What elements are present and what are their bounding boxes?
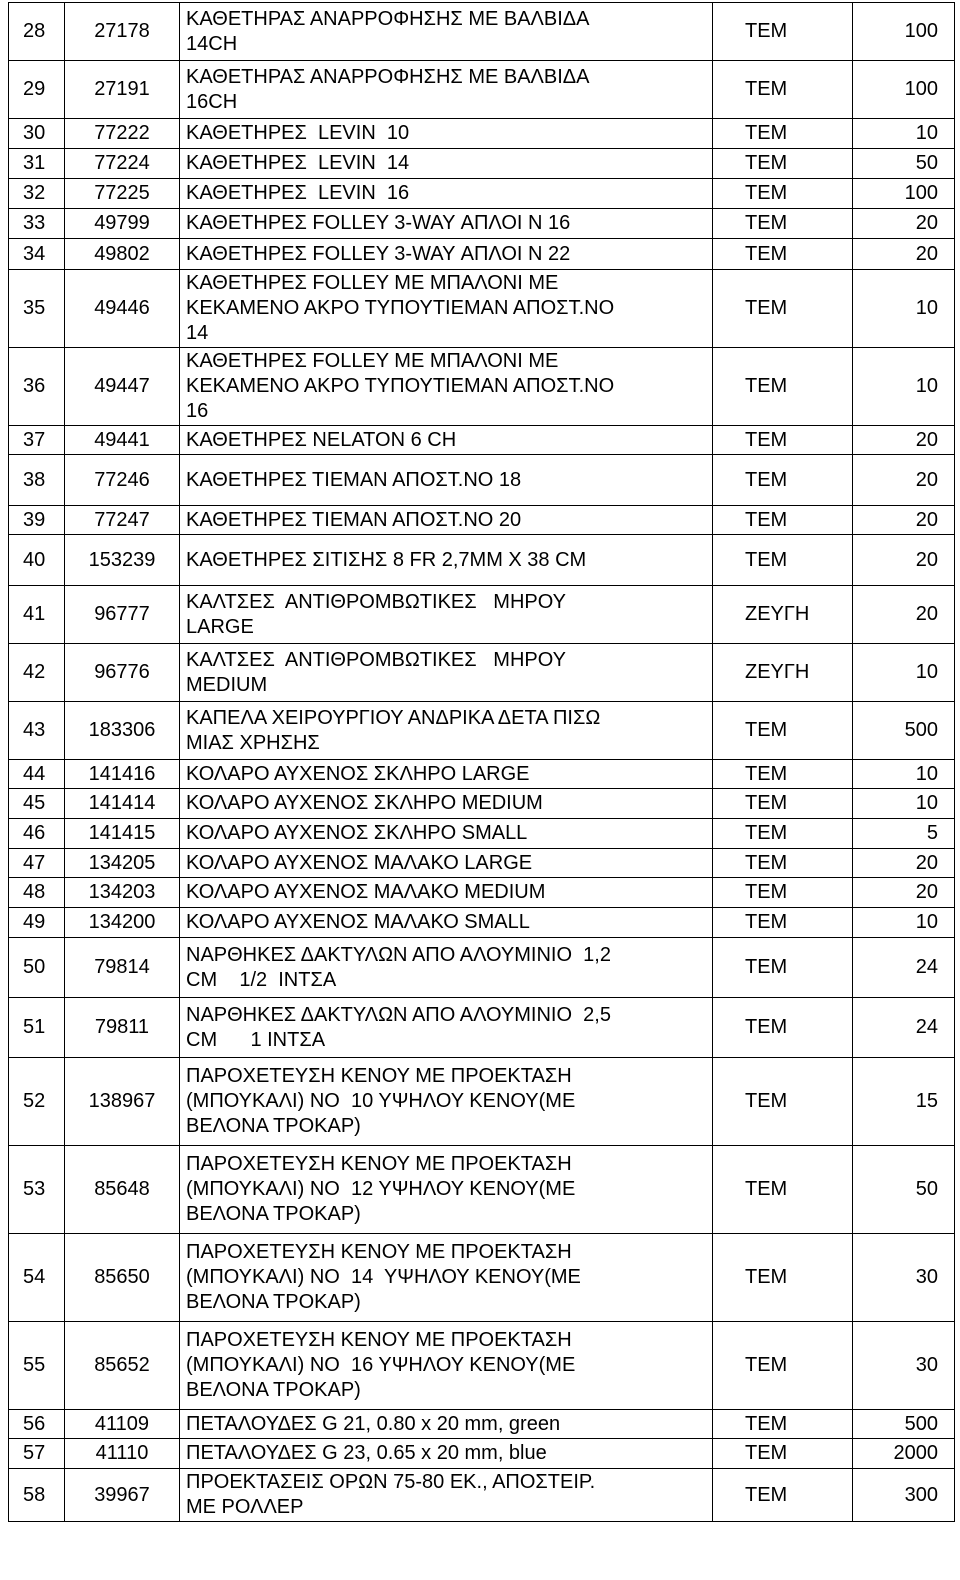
item-description: ΠΕΤΑΛΟΥΔΕΣ G 21, 0.80 x 20 mm, green bbox=[180, 1410, 713, 1439]
item-number: 40 bbox=[9, 535, 65, 586]
item-number: 53 bbox=[9, 1146, 65, 1234]
table-row bbox=[9, 998, 955, 1058]
item-code: 41109 bbox=[65, 1410, 180, 1439]
item-quantity: 20 bbox=[853, 209, 955, 239]
item-description: ΚΟΛΑΡΟ ΑΥΧΕΝΟΣ ΜΑΛΑΚΟ MEDIUM bbox=[180, 878, 713, 908]
item-unit: ΤΕΜ bbox=[713, 348, 853, 426]
item-code: 134203 bbox=[65, 878, 180, 908]
items-table-body bbox=[9, 3, 955, 1522]
table-row bbox=[9, 270, 955, 348]
item-number: 57 bbox=[9, 1439, 65, 1469]
item-code: 77247 bbox=[65, 506, 180, 535]
item-quantity: 10 bbox=[853, 644, 955, 702]
item-unit: ΤΕΜ bbox=[713, 878, 853, 908]
item-description: ΠΕΤΑΛΟΥΔΕΣ G 23, 0.65 x 20 mm, blue bbox=[180, 1439, 713, 1469]
table-row bbox=[9, 1322, 955, 1410]
item-code: 153239 bbox=[65, 535, 180, 586]
table-row bbox=[9, 3, 955, 61]
item-unit: ΖΕΥΓΗ bbox=[713, 644, 853, 702]
item-quantity: 20 bbox=[853, 878, 955, 908]
item-description: ΚΑΘΕΤΗΡΕΣ LEVIN 16 bbox=[180, 179, 713, 209]
item-unit: ΤΕΜ bbox=[713, 426, 853, 455]
table-row bbox=[9, 760, 955, 789]
item-description: ΚΟΛΑΡΟ ΑΥΧΕΝΟΣ ΣΚΛΗΡΟ MEDIUM bbox=[180, 789, 713, 819]
item-description: ΚΑΘΕΤΗΡΕΣ FOLLEY 3-WAY ΑΠΛΟΙ Ν 16 bbox=[180, 209, 713, 239]
table-row bbox=[9, 1439, 955, 1469]
item-unit: ΤΕΜ bbox=[713, 1234, 853, 1322]
item-code: 141415 bbox=[65, 819, 180, 849]
item-description: ΠΑΡΟΧΕΤΕΥΣΗ ΚΕΝΟΥ ΜΕ ΠΡΟΕΚΤΑΣΗ (ΜΠΟΥΚΑΛΙ) ΝΟ 12 ΥΨΗΛΟΥ ΚΕΝΟΥ(ΜΕ ΒΕΛΟΝΑ ΤΡΟΚΑΡ) bbox=[180, 1146, 713, 1234]
item-number: 31 bbox=[9, 149, 65, 179]
item-quantity: 15 bbox=[853, 1058, 955, 1146]
item-code: 49441 bbox=[65, 426, 180, 455]
item-number: 56 bbox=[9, 1410, 65, 1439]
item-unit: ΤΕΜ bbox=[713, 760, 853, 789]
item-quantity: 20 bbox=[853, 506, 955, 535]
item-unit: ΤΕΜ bbox=[713, 455, 853, 506]
table-row bbox=[9, 179, 955, 209]
table-row bbox=[9, 1146, 955, 1234]
item-code: 134205 bbox=[65, 849, 180, 878]
item-quantity: 300 bbox=[853, 1469, 955, 1522]
item-number: 58 bbox=[9, 1469, 65, 1522]
table-row bbox=[9, 1410, 955, 1439]
table-row bbox=[9, 1234, 955, 1322]
item-number: 47 bbox=[9, 849, 65, 878]
item-unit: ΤΕΜ bbox=[713, 1322, 853, 1410]
item-code: 85650 bbox=[65, 1234, 180, 1322]
item-code: 39967 bbox=[65, 1469, 180, 1522]
item-number: 35 bbox=[9, 270, 65, 348]
item-number: 37 bbox=[9, 426, 65, 455]
table-row bbox=[9, 644, 955, 702]
item-number: 51 bbox=[9, 998, 65, 1058]
item-unit: ΤΕΜ bbox=[713, 789, 853, 819]
table-row bbox=[9, 878, 955, 908]
table-row bbox=[9, 149, 955, 179]
item-unit: ΤΕΜ bbox=[713, 1469, 853, 1522]
item-code: 79811 bbox=[65, 998, 180, 1058]
item-description: ΚΑΘΕΤΗΡΕΣ FOLLEY 3-WAY ΑΠΛΟΙ Ν 22 bbox=[180, 239, 713, 270]
item-description: ΚΑΛΤΣΕΣ ΑΝΤΙΘΡΟΜΒΩΤΙΚΕΣ ΜΗΡΟΥ LARGE bbox=[180, 586, 713, 644]
table-row bbox=[9, 426, 955, 455]
item-code: 77225 bbox=[65, 179, 180, 209]
table-row bbox=[9, 789, 955, 819]
item-number: 48 bbox=[9, 878, 65, 908]
table-row bbox=[9, 702, 955, 760]
item-code: 77224 bbox=[65, 149, 180, 179]
item-quantity: 50 bbox=[853, 1146, 955, 1234]
item-unit: ΤΕΜ bbox=[713, 998, 853, 1058]
item-number: 50 bbox=[9, 938, 65, 998]
item-code: 49799 bbox=[65, 209, 180, 239]
item-code: 134200 bbox=[65, 908, 180, 938]
item-number: 30 bbox=[9, 119, 65, 149]
item-unit: ΤΕΜ bbox=[713, 849, 853, 878]
item-quantity: 10 bbox=[853, 760, 955, 789]
item-code: 49446 bbox=[65, 270, 180, 348]
item-number: 42 bbox=[9, 644, 65, 702]
item-unit: ΤΕΜ bbox=[713, 149, 853, 179]
item-code: 49447 bbox=[65, 348, 180, 426]
item-quantity: 100 bbox=[853, 179, 955, 209]
item-unit: ΤΕΜ bbox=[713, 239, 853, 270]
table-row bbox=[9, 455, 955, 506]
item-code: 79814 bbox=[65, 938, 180, 998]
item-number: 46 bbox=[9, 819, 65, 849]
item-quantity: 20 bbox=[853, 586, 955, 644]
item-description: ΚΑΛΤΣΕΣ ΑΝΤΙΘΡΟΜΒΩΤΙΚΕΣ ΜΗΡΟΥ MEDIUM bbox=[180, 644, 713, 702]
item-code: 96777 bbox=[65, 586, 180, 644]
items-table bbox=[8, 2, 955, 1522]
item-description: ΚΑΘΕΤΗΡΕΣ ΣΙΤΙΣΗΣ 8 FR 2,7ΜΜ Χ 38 CM bbox=[180, 535, 713, 586]
item-quantity: 10 bbox=[853, 348, 955, 426]
item-code: 85648 bbox=[65, 1146, 180, 1234]
item-code: 41110 bbox=[65, 1439, 180, 1469]
item-quantity: 30 bbox=[853, 1322, 955, 1410]
item-description: ΚΑΘΕΤΗΡΕΣ FOLLEY ΜΕ ΜΠΑΛΟΝΙ ΜΕ ΚΕΚΑΜΕΝΟ ΑΚΡΟ ΤΥΠΟΥΤΙΕΜΑΝ ΑΠΟΣΤ.ΝΟ 14 bbox=[180, 270, 713, 348]
table-row bbox=[9, 1469, 955, 1522]
item-code: 27191 bbox=[65, 61, 180, 119]
item-unit: ΤΕΜ bbox=[713, 702, 853, 760]
item-quantity: 20 bbox=[853, 535, 955, 586]
item-unit: ΤΕΜ bbox=[713, 506, 853, 535]
item-number: 45 bbox=[9, 789, 65, 819]
item-number: 49 bbox=[9, 908, 65, 938]
item-number: 36 bbox=[9, 348, 65, 426]
item-code: 141414 bbox=[65, 789, 180, 819]
item-unit: ΤΕΜ bbox=[713, 1058, 853, 1146]
item-number: 38 bbox=[9, 455, 65, 506]
item-unit: ΤΕΜ bbox=[713, 535, 853, 586]
item-code: 77222 bbox=[65, 119, 180, 149]
item-number: 43 bbox=[9, 702, 65, 760]
item-description: ΠΡΟΕΚΤΑΣΕΙΣ ΟΡΩΝ 75-80 ΕΚ., ΑΠΟΣΤΕΙΡ. ΜΕ ΡΟΛΛΕΡ bbox=[180, 1469, 713, 1522]
item-quantity: 20 bbox=[853, 426, 955, 455]
table-row bbox=[9, 61, 955, 119]
item-quantity: 5 bbox=[853, 819, 955, 849]
item-description: ΚΑΘΕΤΗΡΕΣ NELATON 6 CH bbox=[180, 426, 713, 455]
item-quantity: 100 bbox=[853, 61, 955, 119]
table-row bbox=[9, 1058, 955, 1146]
item-description: ΚΟΛΑΡΟ ΑΥΧΕΝΟΣ ΜΑΛΑΚΟ SMALL bbox=[180, 908, 713, 938]
item-unit: ΤΕΜ bbox=[713, 61, 853, 119]
table-row bbox=[9, 849, 955, 878]
item-unit: ΤΕΜ bbox=[713, 1146, 853, 1234]
item-quantity: 24 bbox=[853, 998, 955, 1058]
item-quantity: 30 bbox=[853, 1234, 955, 1322]
item-description: ΚΑΘΕΤΗΡΕΣ LEVIN 10 bbox=[180, 119, 713, 149]
item-number: 44 bbox=[9, 760, 65, 789]
item-number: 54 bbox=[9, 1234, 65, 1322]
item-unit: ΤΕΜ bbox=[713, 819, 853, 849]
item-description: ΚΑΠΕΛΑ ΧΕΙΡΟΥΡΓΙΟΥ ΑΝΔΡΙΚΑ ΔΕΤΑ ΠΙΣΩ ΜΙΑΣ ΧΡΗΣΗΣ bbox=[180, 702, 713, 760]
item-code: 141416 bbox=[65, 760, 180, 789]
table-row bbox=[9, 938, 955, 998]
item-number: 52 bbox=[9, 1058, 65, 1146]
item-description: ΚΑΘΕΤΗΡΕΣ FOLLEY ΜΕ ΜΠΑΛΟΝΙ ΜΕ ΚΕΚΑΜΕΝΟ ΑΚΡΟ ΤΥΠΟΥΤΙΕΜΑΝ ΑΠΟΣΤ.ΝΟ 16 bbox=[180, 348, 713, 426]
item-unit: ΤΕΜ bbox=[713, 3, 853, 61]
item-quantity: 10 bbox=[853, 270, 955, 348]
item-description: ΚΑΘΕΤΗΡΕΣ LEVIN 14 bbox=[180, 149, 713, 179]
item-quantity: 10 bbox=[853, 908, 955, 938]
item-description: ΚΑΘΕΤΗΡΕΣ ΤΙΕΜΑΝ ΑΠΟΣΤ.ΝΟ 20 bbox=[180, 506, 713, 535]
item-unit: ΤΕΜ bbox=[713, 1410, 853, 1439]
item-description: ΝΑΡΘΗΚΕΣ ΔΑΚΤΥΛΩΝ ΑΠΟ ΑΛΟΥΜΙΝΙΟ 1,2 CM 1/2 ΙΝΤΣΑ bbox=[180, 938, 713, 998]
item-description: ΚΟΛΑΡΟ ΑΥΧΕΝΟΣ ΣΚΛΗΡΟ LARGE bbox=[180, 760, 713, 789]
item-description: ΠΑΡΟΧΕΤΕΥΣΗ ΚΕΝΟΥ ΜΕ ΠΡΟΕΚΤΑΣΗ (ΜΠΟΥΚΑΛΙ) ΝΟ 16 ΥΨΗΛΟΥ ΚΕΝΟΥ(ΜΕ ΒΕΛΟΝΑ ΤΡΟΚΑΡ) bbox=[180, 1322, 713, 1410]
item-number: 41 bbox=[9, 586, 65, 644]
table-row bbox=[9, 819, 955, 849]
item-number: 32 bbox=[9, 179, 65, 209]
item-code: 183306 bbox=[65, 702, 180, 760]
table-row bbox=[9, 348, 955, 426]
item-quantity: 20 bbox=[853, 849, 955, 878]
item-description: ΚΟΛΑΡΟ ΑΥΧΕΝΟΣ ΜΑΛΑΚΟ LARGE bbox=[180, 849, 713, 878]
item-unit: ΤΕΜ bbox=[713, 179, 853, 209]
table-row bbox=[9, 586, 955, 644]
item-description: ΚΑΘΕΤΗΡΑΣ ΑΝΑΡΡΟΦΗΣΗΣ ΜΕ ΒΑΛΒΙΔΑ 14CH bbox=[180, 3, 713, 61]
table-row bbox=[9, 535, 955, 586]
table-row bbox=[9, 908, 955, 938]
item-unit: ΖΕΥΓΗ bbox=[713, 586, 853, 644]
item-unit: ΤΕΜ bbox=[713, 1439, 853, 1469]
table-row bbox=[9, 209, 955, 239]
item-quantity: 10 bbox=[853, 789, 955, 819]
item-number: 39 bbox=[9, 506, 65, 535]
table-row bbox=[9, 119, 955, 149]
item-code: 96776 bbox=[65, 644, 180, 702]
table-row bbox=[9, 239, 955, 270]
item-quantity: 20 bbox=[853, 239, 955, 270]
item-description: ΚΑΘΕΤΗΡΕΣ ΤΙΕΜΑΝ ΑΠΟΣΤ.ΝΟ 18 bbox=[180, 455, 713, 506]
table-row bbox=[9, 506, 955, 535]
item-number: 29 bbox=[9, 61, 65, 119]
item-quantity: 10 bbox=[853, 119, 955, 149]
item-code: 27178 bbox=[65, 3, 180, 61]
item-unit: ΤΕΜ bbox=[713, 938, 853, 998]
item-quantity: 20 bbox=[853, 455, 955, 506]
item-code: 85652 bbox=[65, 1322, 180, 1410]
item-description: ΚΟΛΑΡΟ ΑΥΧΕΝΟΣ ΣΚΛΗΡΟ SMALL bbox=[180, 819, 713, 849]
item-number: 34 bbox=[9, 239, 65, 270]
item-quantity: 24 bbox=[853, 938, 955, 998]
item-quantity: 100 bbox=[853, 3, 955, 61]
item-code: 138967 bbox=[65, 1058, 180, 1146]
item-quantity: 50 bbox=[853, 149, 955, 179]
item-description: ΚΑΘΕΤΗΡΑΣ ΑΝΑΡΡΟΦΗΣΗΣ ΜΕ ΒΑΛΒΙΔΑ 16CH bbox=[180, 61, 713, 119]
item-quantity: 2000 bbox=[853, 1439, 955, 1469]
item-unit: ΤΕΜ bbox=[713, 908, 853, 938]
item-unit: ΤΕΜ bbox=[713, 119, 853, 149]
item-number: 55 bbox=[9, 1322, 65, 1410]
item-number: 28 bbox=[9, 3, 65, 61]
item-code: 49802 bbox=[65, 239, 180, 270]
item-description: ΠΑΡΟΧΕΤΕΥΣΗ ΚΕΝΟΥ ΜΕ ΠΡΟΕΚΤΑΣΗ (ΜΠΟΥΚΑΛΙ) ΝΟ 14 ΥΨΗΛΟΥ ΚΕΝΟΥ(ΜΕ ΒΕΛΟΝΑ ΤΡΟΚΑΡ) bbox=[180, 1234, 713, 1322]
item-unit: ΤΕΜ bbox=[713, 209, 853, 239]
item-quantity: 500 bbox=[853, 1410, 955, 1439]
item-description: ΠΑΡΟΧΕΤΕΥΣΗ ΚΕΝΟΥ ΜΕ ΠΡΟΕΚΤΑΣΗ (ΜΠΟΥΚΑΛΙ) ΝΟ 10 ΥΨΗΛΟΥ ΚΕΝΟΥ(ΜΕ ΒΕΛΟΝΑ ΤΡΟΚΑΡ) bbox=[180, 1058, 713, 1146]
item-description: ΝΑΡΘΗΚΕΣ ΔΑΚΤΥΛΩΝ ΑΠΟ ΑΛΟΥΜΙΝΙΟ 2,5 CM 1 ΙΝΤΣΑ bbox=[180, 998, 713, 1058]
item-unit: ΤΕΜ bbox=[713, 270, 853, 348]
item-number: 33 bbox=[9, 209, 65, 239]
item-code: 77246 bbox=[65, 455, 180, 506]
item-quantity: 500 bbox=[853, 702, 955, 760]
